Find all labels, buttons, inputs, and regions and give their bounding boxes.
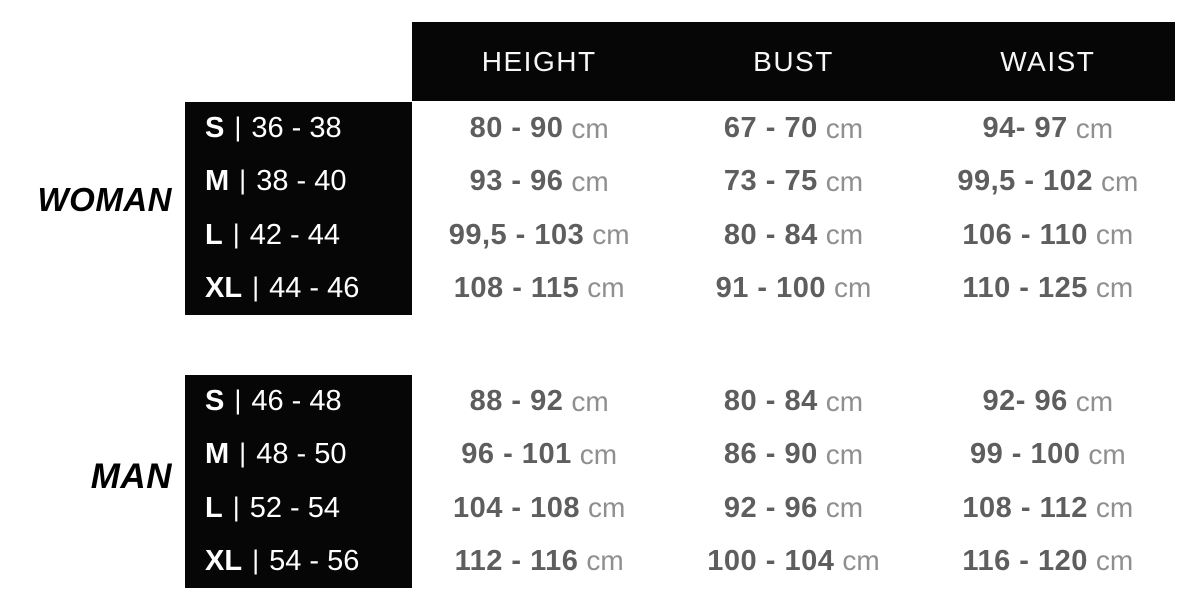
measure-unit: cm [592,219,630,251]
measure-value: 96 - 101 [461,438,572,471]
man-section-label: MAN [90,457,172,496]
size-letter: L [205,218,223,251]
size-range: 38 - 40 [256,165,347,198]
measure-value: 99,5 - 103 [448,218,585,251]
size-separator: | [234,112,242,143]
size-range: 42 - 44 [249,218,341,251]
woman-xl-waist-cell [921,262,1175,315]
size-range: 44 - 46 [269,271,360,304]
measure-unit: cm [825,165,864,197]
measure-unit: cm [1095,219,1134,251]
measure-unit: cm [571,385,609,417]
measure-unit: cm [586,545,624,577]
measure-value: 99,5 - 102 [957,165,1093,198]
woman-s-height-cell [412,102,666,155]
column-header-waist: WAIST [1000,45,1096,77]
measure-unit: cm [1088,438,1126,470]
measure-value: 106 - 110 [962,218,1088,251]
measure-unit: cm [1095,272,1134,304]
size-range: 36 - 38 [251,112,342,145]
measure-unit: cm [825,219,864,251]
size-separator: | [239,438,247,469]
woman-size-row-l [185,209,412,262]
size-separator: | [252,544,260,575]
measure-unit: cm [1075,112,1114,144]
measure-value: 108 - 112 [962,491,1088,524]
measure-value: 108 - 115 [453,271,580,304]
woman-l-bust-cell [666,209,920,262]
woman-size-row-s [185,102,412,155]
man-size-box [185,375,412,588]
man-l-height-cell [412,482,666,535]
size-letter: M [205,165,230,198]
woman-xl-bust-cell [666,262,920,315]
man-l-waist-cell [921,482,1175,535]
woman-s-bust-cell [666,102,920,155]
woman-section-label: WOMAN [37,181,172,218]
size-range: 46 - 48 [251,385,342,418]
man-s-waist-cell [921,375,1175,428]
man-m-bust-cell [666,428,920,481]
measure-value: 88 - 92 [469,385,564,418]
measure-value: 110 - 125 [962,271,1088,304]
measure-unit: cm [587,272,625,304]
measure-value: 116 - 120 [962,544,1088,577]
measure-unit: cm [842,545,880,577]
size-letter: L [205,491,223,524]
woman-size-row-xl [185,262,412,315]
measure-unit: cm [571,165,609,197]
man-size-row-m [185,428,412,481]
measure-value: 99 - 100 [969,438,1081,471]
measure-unit: cm [1100,165,1139,197]
size-range: 52 - 54 [249,491,341,524]
man-m-height-cell [412,428,666,481]
size-letter: S [205,112,225,145]
size-range: 54 - 56 [269,544,360,577]
column-header-bar [412,22,1175,101]
measure-unit: cm [588,492,626,524]
measure-value: 92 - 96 [723,491,818,524]
size-letter: XL [205,544,243,577]
measure-value: 67 - 70 [723,112,818,145]
man-s-height-cell [412,375,666,428]
size-range: 48 - 50 [256,438,347,471]
man-l-bust-cell [666,482,920,535]
size-separator: | [252,271,260,302]
woman-size-row-m [185,155,412,208]
woman-s-waist-cell [921,102,1175,155]
man-s-bust-cell [666,375,920,428]
column-header-height: HEIGHT [481,45,597,77]
woman-measurements [412,102,1175,315]
measure-value: 112 - 116 [454,544,579,577]
man-xl-bust-cell [666,535,920,588]
measure-value: 100 - 104 [707,544,835,577]
measure-value: 86 - 90 [723,438,818,471]
size-separator: | [239,165,247,196]
man-size-row-s [185,375,412,428]
measure-value: 80 - 84 [723,385,818,418]
man-m-waist-cell [921,428,1175,481]
measure-value: 80 - 90 [469,112,564,145]
woman-size-box [185,102,412,315]
size-letter: XL [205,271,243,304]
size-separator: | [234,385,242,416]
woman-m-bust-cell [666,155,920,208]
measure-value: 80 - 84 [723,218,818,251]
size-letter: S [205,385,225,418]
size-letter: M [205,438,230,471]
measure-unit: cm [571,112,609,144]
woman-l-waist-cell [921,209,1175,262]
woman-xl-height-cell [412,262,666,315]
measure-value: 94- 97 [982,112,1068,145]
measure-unit: cm [825,492,864,524]
woman-m-waist-cell [921,155,1175,208]
woman-l-height-cell [412,209,666,262]
measure-value: 73 - 75 [723,165,818,198]
measure-unit: cm [579,438,618,470]
man-measurements [412,375,1175,588]
measure-value: 104 - 108 [452,491,581,524]
measure-unit: cm [1095,492,1134,524]
man-xl-height-cell [412,535,666,588]
measure-value: 91 - 100 [715,271,827,304]
man-size-row-xl [185,535,412,588]
measure-unit: cm [834,272,872,304]
column-header-bust: BUST [753,45,834,77]
measure-unit: cm [825,112,864,144]
man-xl-waist-cell [921,535,1175,588]
measure-unit: cm [825,385,864,417]
woman-m-height-cell [412,155,666,208]
measure-value: 93 - 96 [469,165,564,198]
man-size-row-l [185,482,412,535]
measure-unit: cm [825,438,864,470]
measure-unit: cm [1095,545,1134,577]
measure-value: 92- 96 [982,385,1068,418]
size-separator: | [232,491,240,522]
measure-unit: cm [1075,385,1114,417]
size-separator: | [232,218,240,249]
